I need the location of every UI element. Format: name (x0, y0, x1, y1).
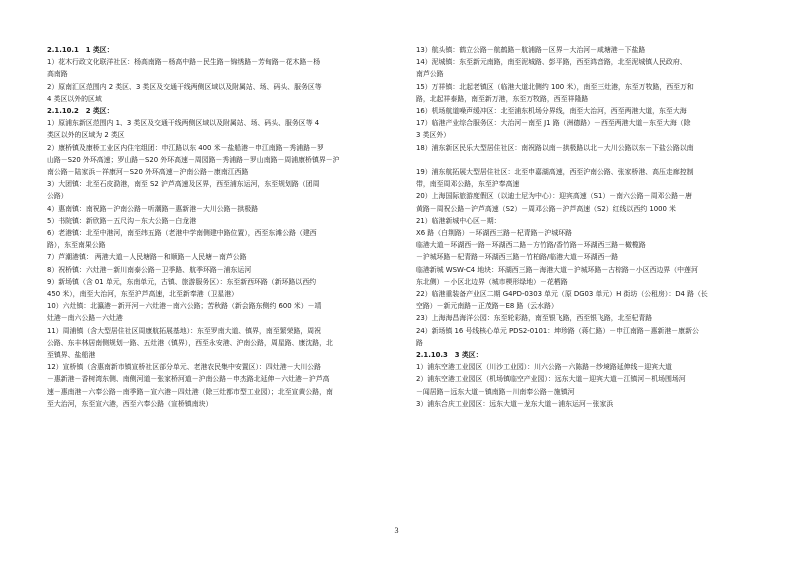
section-heading: 2.1.10.2 2 类区： (47, 107, 114, 116)
text-line: 公路、东丰林居南侧规划一路、五灶港（镇界），西至永安港、沪南公路，周星路、康沈路，北 (47, 338, 333, 347)
text-line: 3）大团镇：北至石皮泐港，南至 S2 沪芦高速及区界，西至浦东运河，东至规划路（团周 (47, 180, 320, 189)
text-line: 4）惠南镇：南祝路－沪南公路－听潮路－惠新港－大川公路－拱极路 (47, 204, 259, 213)
text-line: 2）康桥镇及康桥工业区内住宅组团：申江路以东 400 米－盐船港－申江南路－秀浦路－罗 (47, 143, 324, 152)
text-line: 12）宣桥镇（含惠南新市镇宣桥社区部分单元、老港农民集中安置区）：四灶港－大川公路 (47, 363, 322, 372)
text-line: 6）老港镇：北至中港河，南至纬五路（老港中学南侧建中路位置），西至东滩公路（建西 (47, 229, 317, 238)
text-line: 黄路－周祝公路－沪芦高速（S2）－周邓公路－沪芦高速（S2）红线以西约 1000 米 (416, 204, 676, 213)
text-line: 23）上海海昌海洋公园：东至轮彩路，南至银飞路，西至银飞路，北至杞青路 (416, 314, 653, 323)
page-number: 3 (394, 526, 399, 535)
text-line: 9）新场镇（含 01 单元，东南单元，古镇、旅游服务区）：东至新西环路（新环路以西约 (47, 277, 317, 286)
text-line: 7）芦潮港镇： 两港大道－人民塘路－和顺路－人民塘－南芦公路 (47, 253, 247, 262)
text-line: 临港新城 WSW-C4 地块：环湖西三路－海港大道－沪城环路－古棕路－小区西边界（中莲河 (416, 265, 698, 274)
text-line: 15）万祥镇：北起老镇区（临港大道北侧约 100 米），南至三灶港，东至万牧路，西至万和 (416, 82, 694, 91)
text-line: 公路） (47, 192, 68, 201)
text-line: 3 类区外） (416, 131, 451, 140)
text-line: 20）上海国际旅游度假区（以迪士尼为中心）：迎宾高速（S1）－南六公路－周邓公路－唐 (416, 192, 692, 201)
section-heading: 2.1.10.3 3 类区： (416, 351, 483, 360)
text-line: －闻居路－远东大道－镇南路－川南奉公路－施镇河 (416, 387, 575, 396)
text-line: X6 路（白荆路）－环湖西三路－杞青路－沪城环路 (416, 229, 572, 238)
text-line: 16）机场航道噪声缓冲区：北至浦东机场分界线，南至大治河，西至两港大道，东至大海 (416, 107, 687, 116)
text-line: 南芦公路 (416, 70, 444, 79)
left-column (47, 44, 393, 410)
text-line: －惠新港－香树湾东侧、南侧河道－张家桥河道－沪南公路－申杰路北延伸－六灶港－沪芦高 (47, 375, 330, 384)
text-line: 临港大道－环湖西一路－环湖西二路－方竹路/香竹路－环湖西三路－橄榄路 (416, 241, 646, 250)
text-line: 南公路－陆家浜－祥康河－S20 外环高速－沪南公路－康南江西路 (47, 168, 249, 177)
text-line: 8）祝桥镇：六灶港－新川南泰公路－卫季路、航季环路－浦东运河 (47, 265, 252, 274)
text-line: 17）临港产业综合服务区：大治河－南至 J1 路（洲德路）－西至两港大道－东至大海（除 (416, 119, 691, 128)
text-line: 14）泥城镇：东至新元南路，南至泥城路、彭平路，西至鸿音路，北至泥城镇人民政府、 (416, 58, 687, 67)
text-line: 空路）－新元南路－正茂路－E8 路（云水路） (416, 302, 558, 311)
text-line: 至镇界、盐船港 (47, 351, 96, 360)
text-line: 路 (416, 338, 423, 347)
text-line: 2）浦东空港工业园区（机场镇临空产业园）：远东大道－迎宾大道－江镇河－机场围场河 (416, 375, 686, 384)
section-heading: 2.1.10.1 1 类区： (47, 46, 114, 54)
text-line: 21）临港新城中心区－期： (416, 216, 501, 225)
text-line (416, 154, 762, 166)
text-line: 2）原南汇区范围内 2 类区、3 类区及交通干线两侧区域以及附属站、场、码头、服务区等 (47, 82, 322, 91)
text-line: 东北侧）－小区北边界（城市楔形绿地）－花栖路 (416, 277, 568, 286)
text-line: 450 米），南至大治河，东至沪芦高速，北至新奉港（卫星港） (47, 290, 239, 299)
text-line: 19）浦东航拓展大型居住社区：北至申嘉湖高速，西至沪南公路、张家桥港、高压走廊控制 (416, 168, 694, 177)
text-line: 类区以外的区域为 2 类区 (47, 131, 125, 140)
text-line: 11）周浦镇（含大型居住社区周康航拓展基地）：东至罗南大道、镇界，南至繁荣路，周祝 (47, 326, 322, 335)
text-line: 5）书院镇：新欣路－五尺沟－东大公路－白龙港 (47, 216, 197, 225)
text-line: 10）六灶镇：北瀛港－新开河－六灶港－南六公路；苦秋路（新会路东侧约 600 米）－靖 (47, 302, 322, 311)
text-line: 3）浦东合庆工业园区：远东大道－龙东大道－浦东运河－张家浜 (416, 399, 614, 408)
text-line: 路，北起祥泰路，南至新万港，东至万牧路，西至祥隆路 (416, 94, 589, 103)
text-line: 速－惠南港－六奉公路－南季路－宣六港－四灶港（除三灶都市型工业园）；北至宣黄公路，南 (47, 387, 333, 396)
text-line: 山路－S20 外环高速；罗山路－S20 外环高速－周园路－秀浦路－罗山南路－周浦康桥镇界－沪 (47, 155, 340, 164)
text-line: 22）临港重装备产业区二期 G4PD-0303 单元（原 DG03 单元）H 街坊（公租房）：D4 路（长 (416, 290, 708, 299)
text-line: 18）浦东新区民乐大型居住社区：南祝路以南－拱极路以北－大川公路以东－下盐公路以南 (416, 143, 694, 152)
text-line: 高南路 (47, 70, 68, 79)
text-line: 1）花木行政文化联洋社区：杨高南路－杨高中路－民生路－锦绣路－芳甸路－花木路－杨 (47, 58, 321, 67)
text-line: 至大治河，东至宣六港，西至六奉公路（宣桥镇南块） (47, 399, 213, 408)
text-line: 灶港－南六公路－六灶港 (47, 314, 123, 323)
text-line: 带，南至周邓公路，东至沪奉高速 (416, 180, 520, 189)
right-column (416, 44, 762, 410)
text-line: 24）新场镇 16 号线核心单元 PDS2-0101：坤珍路（蒋仁路）－申江南路－惠新港－康新公 (416, 326, 699, 335)
text-line: 13）航头镇：鹤立公路－航鹤路－航浦路－区界－大治河－咸塘港－下盐路 (416, 46, 646, 54)
text-line: 1）原浦东新区范围内 1、3 类区及交通干线两侧区域以及附属站、场、码头、服务区等 4 (47, 119, 320, 128)
text-line: 4 类区以外的区域 (47, 94, 102, 103)
text-line: －沪城环路－杞青路－环湖西三路－竹柏路/临港大道－环湖西一路 (416, 253, 619, 262)
text-line: 1）浦东空港工业园区（川沙工业园）：川六公路－六陈路－纱境路延伸线－迎宾大道 (416, 363, 672, 372)
text-line: 路），东至南果公路 (47, 241, 106, 250)
